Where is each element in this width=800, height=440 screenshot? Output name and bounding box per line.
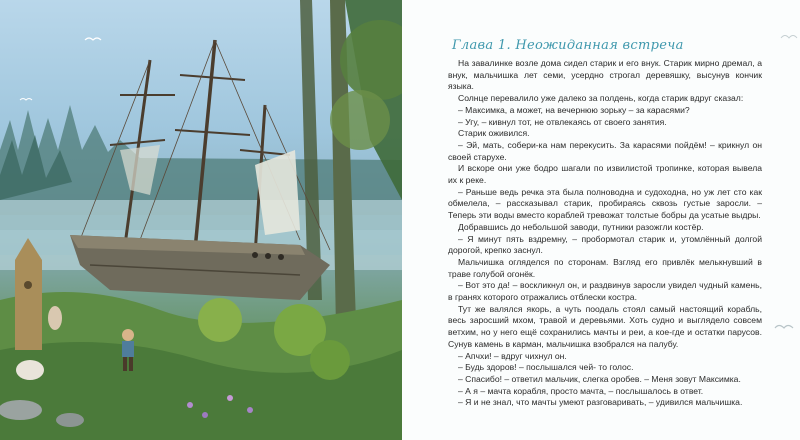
seagull-icon bbox=[780, 32, 798, 42]
paragraph: – Я минут пять вздремну, – пробормотал старик и, утомлённый долгой дорогой, крепко заснул. bbox=[448, 233, 762, 256]
paragraph: – Я и не знал, что мачты умеют разговаривать, – удивился мальчишка. bbox=[458, 397, 743, 408]
paragraph: – Спасибо! – ответил мальчик, слегка оробев. – Меня зовут Максимка. bbox=[458, 373, 741, 384]
paragraph: – Будь здоров! – послышался чей- то голос. bbox=[458, 362, 634, 373]
paragraph: – Раньше ведь речка эта была полноводна и судоходна, но уж лет сто как обмелела, – рассказывал старик, пробираясь сквозь густые заросли. – Теперь эти воды вместо кораблей тревожат толстые бобры да усатые выдры. bbox=[448, 186, 762, 221]
chapter-title: Глава 1. Неожиданная встреча bbox=[452, 38, 684, 53]
paragraph: – Апчхи! – вдруг чихнул он. bbox=[458, 350, 567, 361]
paragraph: – А я – мачта корабля, просто мачта, – послышалось в ответ. bbox=[458, 385, 704, 396]
seagull-icon bbox=[774, 322, 794, 332]
paragraph: Солнце перевалило уже далеко за полдень, когда старик вдруг сказал: bbox=[458, 93, 744, 104]
paragraph: – Максимка, а может, на вечернюю зорьку – за карасями? bbox=[458, 104, 690, 115]
paragraph: – Угу, – кивнул тот, не отвлекаясь от своего занятия. bbox=[458, 116, 667, 127]
paragraph: На завалинке возле дома сидел старик и его внук. Старик мирно дремал, а внук, мальчишка лет семи, усердно строгал деревяшку, высунув кончик языка. bbox=[448, 58, 762, 92]
paragraph: Старик оживился. bbox=[458, 128, 530, 139]
paragraph: – Вот это да! – воскликнул он, и раздвинув заросли увидел чудный камень, в гранях которого отражались отблески костра. bbox=[448, 280, 762, 303]
paragraph: И вскоре они уже бодро шагали по извилистой тропинке, которая вывела их к реке. bbox=[448, 163, 762, 186]
story-text bbox=[448, 58, 762, 409]
paragraph: – Эй, мать, собери-ка нам перекусить. За карасями пойдём! – крикнул он своей старухе. bbox=[448, 139, 762, 162]
paragraph: Мальчишка огляделся по сторонам. Взгляд его привлёк мелькнувший в траве голубой огонёк. bbox=[448, 256, 762, 279]
text-page bbox=[402, 0, 800, 440]
paragraph: Тут же валялся якорь, а чуть поодаль стоял самый настоящий корабль, весь заросший мхом, травой и деревьями. Хоть судно и выглядело совсем ветхим, но у него ещё сохранились мачты и реи, а кое-где и остатки парусов. Сунув камень в карман, мальчишка взобрался на палубу. bbox=[448, 303, 762, 349]
paragraph: Добравшись до небольшой заводи, путники разожгли костёр. bbox=[458, 221, 704, 232]
